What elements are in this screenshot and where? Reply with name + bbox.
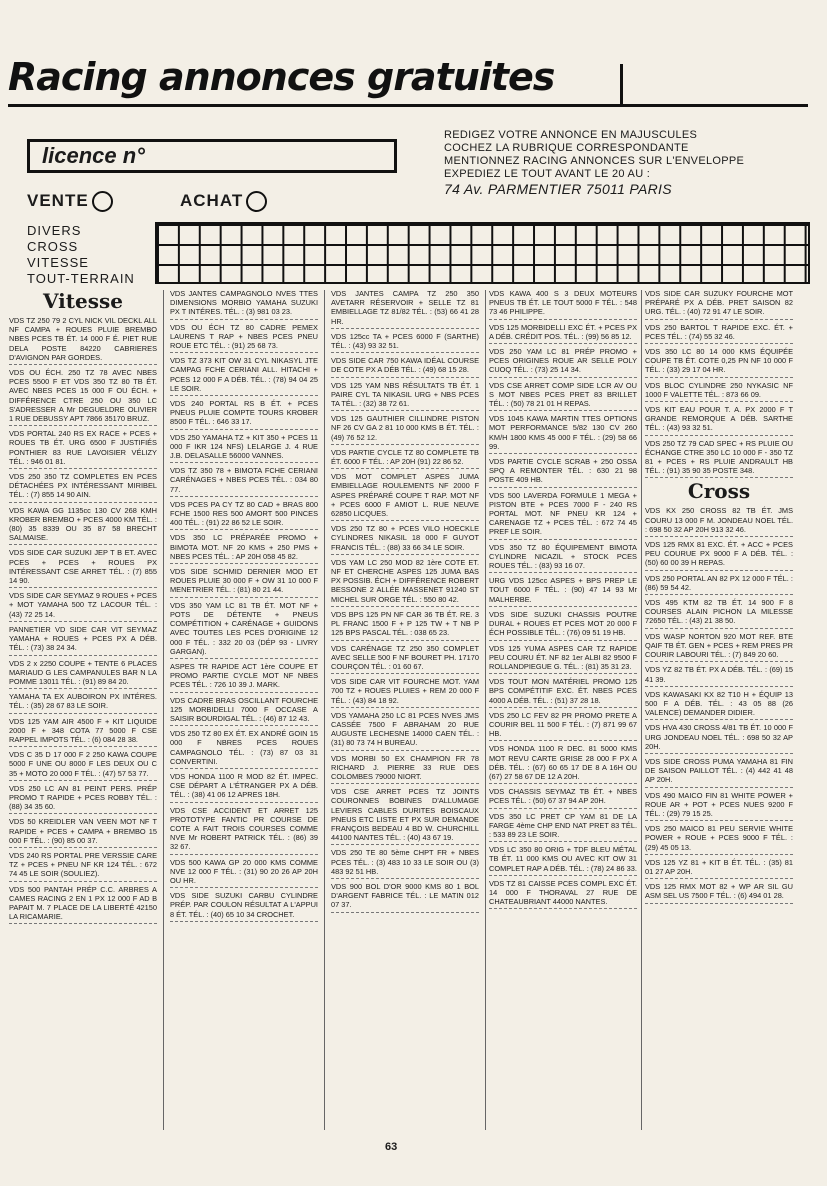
classified-ad: VDS 125 YAM AIR 4500 F + KIT LIQUIDE 2000 F + 348 COTA 77 5000 F CSE RAPPEL IMPOTS TÉL. : (6) 084 28 38.	[9, 716, 157, 748]
classified-ad: VDS 125 RMX 81 EXC. ÉT. + ACC + PCES PEU COURUE PX 9000 F A DÉB. TÉL. : (50) 60 00 39 H REPAS.	[645, 539, 793, 571]
classified-ad: VDS BPS 125 PN NF CAR 36 TB ÉT. RE. 3 PL FRANC 1500 F + P 125 TW + T NB P 125 BPS PASCAL TÉL. : 038 65 23.	[331, 609, 479, 641]
classified-ad: VDS 495 KTM 82 TB ÉT. 14 900 F 8 COURSES ALAIN PICHON LA MILESSE 72650 TÉL. : (43) 21 38 50.	[645, 597, 793, 629]
classified-ad: VDS 2 x 2250 COUPE + TENTE 6 PLACES MARIAUD G LES CAMPANULES BAR N LA POMME 13011 TÉL. : (91) 89 84 20.	[9, 658, 157, 690]
classified-ad: VDS OU ÉCH. 250 TZ 78 AVEC NBES PCES 5500 F ET VDS 350 TZ 80 TB ÉT. AVEC NBES PCES 15 000 F OU ÉCH. + DIFFÉRENCE CTRE 250 OU 350 LC S'ADRESSER A Mr DEGUELDRE OLIVIER 1 RUE DEBUSSY APT 7866 35170 BRUZ.	[9, 367, 157, 426]
classified-ad: VDS MORBI 50 EX CHAMPION FR 78 RICHARD J. PIERRE 33 RUE DES COLOMBES 79000 NIORT.	[331, 753, 479, 785]
classified-ad: VDS PORTAL 240 RS EX RACE + PCES + ROUES TB ÉT. URG 6500 F JUSTIFIÉS PONTHIER 83 RUE LAVOISIER VÉLIZY TÉL. : 946 01 81.	[9, 428, 157, 469]
classified-ad: PANNETIER VD SIDE CAR VIT SEYMAZ YAMAHA + ROUES + PCES PX A DÉB. TÉL. : (73) 38 24 34.	[9, 624, 157, 656]
classified-ad: ASPES TR RAPIDE ACT 1ère COUPE ET PROMO PARTIE CYCLE MOT NF NBES PCES TÉL. : 726 10 39 J. MARK.	[170, 661, 318, 693]
classified-ad: YAMAHA TA EX AUBOIRON PX INTÉRES. TÉL. : (35) 28 67 83 LE SOIR.	[9, 691, 157, 713]
vente-option[interactable]	[27, 191, 113, 212]
section-heading: Cross	[687, 479, 751, 504]
classified-ad: VDS 240 RS PORTAL PRE VERSSIE CARE TZ + PCES + PNEU NF KR 124 TÉL. : 672 74 45 LE SOIR (SOULIEZ).	[9, 850, 157, 882]
achat-checkbox[interactable]	[246, 191, 267, 212]
classified-ad: VDS 250 YAMAHA TZ + KIT 350 + PCES 11 000 F IKR 124 NFS) LELARGE J. 4 RUE J.B. DELASALLE 56000 VANNES.	[170, 432, 318, 464]
classified-ad: VDS 125 YUMA ASPES CAR TZ RAPIDE PEU COURU ÉT. NF 82 1er ALBI 82 9500 F ROLLANDPIEGUE G. TÉL. : (81) 35 31 23.	[489, 643, 637, 675]
category-vitesse[interactable]: VITESSE	[27, 255, 89, 270]
classified-ad: VDS JANTES CAMPAGNOLO NVES TTES DIMENSIONS MORBIO YAMAHA SUZUKI PX T INTÉRES. TÉL. : (3) 981 03 23.	[170, 288, 318, 320]
classified-ad: VDS SIDE SUZUKI CARBU CYLINDRE PRÉP. PAR COULON RÉSULTAT A L'APPUI 8 ÉT. TÉL. : (40) 65 10 34 CROCHET.	[170, 890, 318, 922]
achat-option[interactable]	[180, 191, 267, 212]
classified-ad: VDS BLOC CYLINDRE 250 NYKASIC NF 1000 F VALETTE TÉL. : 873 66 09.	[645, 380, 793, 402]
instructions	[444, 129, 804, 196]
classified-ad: VDS SIDE CAR 750 KAWA IDÉAL COURSE DE COTE PX A DÉB TÉL. : (49) 68 15 28.	[331, 355, 479, 377]
classified-ad: VDS 900 BOL D'OR 9000 KMS 80 1 BOL D'ARGENT FABRICE TÉL. : LE MATIN 012 07 37.	[331, 881, 479, 913]
classified-ad: VDS 350 TZ 80 ÉQUIPEMENT BIMOTA CYLINDRE NICAZIL + STOCK PCES ROUES TÉL. : (83) 93 16 07.	[489, 542, 637, 574]
classified-ad: VDS SIDE CAR SUZUKI JEP T B ET. AVEC PCES + PCES + ROUES PX INTÉRESSANT CSE ARRET TÉL. : (7) 855 14 90.	[9, 547, 157, 588]
classified-ad: VDS TZ 373 KIT OW 31 CYL NIKASYL JTE CAMPAG FCHE CERIANI ALL. HITACHI + PCES 12 000 F A DÉB. TÉL. : (78) 94 04 25 LE SOIR.	[170, 355, 318, 396]
classified-ad: VDS 350 LC PRÉPARÉE PROMO + BIMOTA MOT. NF 20 KMS + 250 PMS + NBES PCES TÉL. : AP 20H 058 45 82.	[170, 532, 318, 564]
category-list	[27, 223, 135, 287]
classified-ad: VDS KAWA GG 1135cc 130 CV 268 KMH KROBER BREMBO + PCES 4000 KM TÉL. : (80) 35 8339 OU 35 87 58 BRECHT SALMAISE.	[9, 505, 157, 546]
classified-ad: VDS TZ 350 78 + BIMOTA FCHE CERIANI CARÉNAGES + NBES PCES TÉL. : 034 80 77.	[170, 465, 318, 497]
category-divers[interactable]: DIVERS	[27, 223, 82, 238]
classified-ad: VDS SIDE CAR SEYMAZ 9 ROUES + PCES + MOT YAMAHA 500 TZ LACOUR TÉL. : (43) 72 25 14.	[9, 590, 157, 622]
classified-ad: VDS 125 GAUTHIER CILLINDRE PISTON NF 26 CV GA 2 81 10 000 KMS B ÉT. TÉL. : (49) 76 52 12.	[331, 413, 479, 445]
classified-ad: VDS 250 TZ 80 EX ÉT. EX ANDRÉ GOIN 15 000 F NBRES PCES ROUES CAMPAGNOLO TÉL. : (73) 87 03 31 CONVERTINI.	[170, 728, 318, 769]
classified-ad: VDS YAMAHA 250 LC 81 PCES NVES JMS CASSÉE 7500 F ABRAHAM 20 RUE AUGUSTE LECHESNE 14000 CAEN TÉL. : (31) 80 73 74 H BUREAU.	[331, 710, 479, 751]
title-rule-vertical	[620, 64, 623, 106]
classified-ad: VDS OU ÉCH TZ 80 CADRE PEMEX LAURENS T RAP + NBES PCES PNEU ROUE ETC TÉL. : (91) 25 68 73.	[170, 322, 318, 354]
classified-ad: VDS 490 MAICO FIN 81 WHITE POWER + ROUE AR + POT + PCES NUES 9200 F TÉL. : (29) 79 15 25.	[645, 790, 793, 822]
ads-column-3	[331, 288, 479, 915]
classified-ad: VDS 1045 KAWA MARTIN TTES OPTIONS MOT PERFORMANCE 5/82 130 CV 260 KM/H 1800 KMS 45 000 F TÉL. : (29) 58 66 99.	[489, 413, 637, 454]
category-cross[interactable]: CROSS	[27, 239, 79, 254]
classified-ad: VDS KX 250 CROSS 82 TB ÉT. JMS COURU 13 000 F M. JONDEAU NOEL TÉL. : 698 50 32 AP 20H 913 32 46.	[645, 505, 793, 537]
classified-ad: VDS TZ 81 CAISSE PCES COMPL EXC ÉT. 14 000 F THORAVAL 27 RUE DE CHATEAUBRIANT 44000 NANTES.	[489, 878, 637, 910]
address: 74 Av. PARMENTIER 75011 PARIS	[444, 181, 672, 197]
classified-ad: VDS CARÉNAGE TZ 250 350 COMPLET AVEC SELLE 500 F NF BOURET PH. 17170 COURÇON TÉL. : 01 60 67.	[331, 643, 479, 675]
vente-checkbox[interactable]	[92, 191, 113, 212]
classified-ad: VDS C 35 D 17 000 F 2 250 KAWA COUPE 5000 F UNE OU 8000 F LES DEUX OU C 35 + MOTO 20 000 F TÉL. : (47) 57 53 77.	[9, 749, 157, 781]
classified-ad: VDS CHASSIS SEYMAZ TB ÉT. + NBES PCES TÉL. : (50) 67 37 94 AP 20H.	[489, 786, 637, 808]
achat-label: ACHAT	[180, 191, 244, 210]
classified-ad: VDS PARTIE CYCLE SCRAB + 250 OSSA SPQ A REMONTER TÉL. : 630 21 98 POSTE 409 HB.	[489, 456, 637, 488]
classified-ad: VDS TOUT MON MATÉRIEL PROMO 125 BPS COMPÉTITIF EXC. ÉT. NBES PCES 4000 A DÉB. TÉL. : (51) 37 28 18.	[489, 676, 637, 708]
classified-ad: VDS YZ 82 TB ÉT. PX A DÉB. TÉL. : (69) 15 41 39.	[645, 664, 793, 686]
page-title: Racing annonces gratuites	[8, 55, 555, 99]
classified-ad: VDS 250 YAM LC 81 PRÉP PROMO + PCES ORIGINES ROUE AR SELLE POLY CUOQ TÉL. : (73) 25 14 34.	[489, 346, 637, 378]
classified-ad: VDS 250 LC AN 81 PEINT PERS. PRÉP PROMO T RAPIDE + PCES ROBBY TÉL. : (88) 34 35 60.	[9, 783, 157, 815]
classified-ad: VDS 125 MORBIDELLI EXC ÉT. + PCES PX A DÉB. CRÉDIT POS. TÉL. : (99) 56 85 12.	[489, 322, 637, 344]
classified-ad: VDS 250 TE 80 5ème CHPT FR + NBES PCES TÉL. : (3) 483 10 33 LE SOIR OU (3) 483 92 51 HB.	[331, 847, 479, 879]
column-divider	[485, 290, 486, 1130]
classified-ad: VDS 125cc TA + PCES 6000 F (SARTHE) TÉL. : (43) 93 32 51.	[331, 331, 479, 353]
classified-ad: VDS SIDE CROSS PUMA YAMAHA 81 FIN DE SAISON PAILLOT TÉL. : (4) 442 41 48 AP 20H.	[645, 756, 793, 788]
classified-ad: VDS 250 TZ 80 + PCES VILO HOECKLE CYLINDRES NIKASIL 18 000 F GUYOT FRANCIS TÉL. : (88) 33 66 34 LE SOIR.	[331, 523, 479, 555]
ads-column-2	[170, 288, 318, 924]
column-divider	[163, 290, 164, 1130]
classified-ad: VDS CADRE BRAS OSCILLANT FOURCHE 125 MORBIDELLI 7000 F OCCASE A SAISIR BOURDIGAL TÉL. : (46) 87 12 43.	[170, 695, 318, 727]
classified-ad: VDS HONDA 1100 R DEC. 81 5000 KMS MOT REVU CARTE GRISE 28 000 F PX A DÉB. TÉL. : (67) 60 65 17 DE 8 A 16H OU (67) 27 58 67 DE 12 A 20H.	[489, 743, 637, 784]
classified-ad: VDS PCES PA CY TZ 80 CAD + BRAS 800 FCHE 1500 RES 500 AMORT 500 PINCES 400 TÉL. : (91) 22 86 52 LE SOIR.	[170, 499, 318, 531]
instruction-line: EXPEDIEZ LE TOUT AVANT LE 20 AU :	[444, 168, 651, 180]
classified-ad: VDS HONDA 1100 R MOD 82 ÉT. IMPEC. CSE DÉPART A L'ÉTRANGER PX A DÉB. TÉL. : (38) 41 06 12 APRES 18H.	[170, 771, 318, 803]
classified-ad: VDS 500 PANTAH PRÉP C.C. ARBRES A CAMES RACING 2 EN 1 PX 12 000 F AD B PAPAIT M. 7 PLACE DE LA LIBERTÉ 42150 LA RICAMARIE.	[9, 884, 157, 925]
classified-ad: VDS WASP NORTON 920 MOT REF. BTE QAIF TB ÉT. GEN + PCES + REM PRES PR COURIR LABOURI TÉL. : (7) 849 20 60.	[645, 631, 793, 663]
classified-ad: VDS 250 BARTOL T RAPIDE EXC. ÉT. + PCES TÉL. : (74) 55 32 46.	[645, 322, 793, 344]
classified-ad: VDS 125 RMX MOT 82 + WP AR SIL GU ASM SEL US 7500 F TÉL. : (6) 494 01 28.	[645, 881, 793, 903]
ads-column-5	[645, 288, 793, 906]
classified-ad: VDS HVA 430 CROSS 4/81 TB ÉT. 10 000 F URG JONDEAU NOEL TÉL. : 698 50 32 AP 20H.	[645, 722, 793, 754]
classified-ad: VDS 500 KAWA GP 20 000 KMS COMME NVE 12 000 F TÉL. : (31) 90 20 26 AP 20H OU HR.	[170, 857, 318, 889]
classified-ad: VDS PARTIE CYCLE TZ 80 COMPLETE TB ÉT. 6000 F TÉL. : AP 20H (91) 22 86 52.	[331, 447, 479, 469]
instruction-line: COCHEZ LA RUBRIQUE CORRESPONDANTE	[444, 142, 689, 154]
classified-ad: VDS 250 LC FEV 82 PR PROMO PRETE A COURIR BEL 11 500 F TÉL. : (7) 871 99 67 HB.	[489, 710, 637, 742]
classified-ad: VDS CSE ARRET PCES TZ JOINTS COURONNES BOBINES D'ALLUMAGE LEVIERS CABLES DURITES BOISCAUX PNEUS ETC LISTE ET PX SUR DEMANDE FRANÇOIS BEDEAU 4 BD W. CHURCHILL 44100 NANTES TÉL. : (40) 43 67 19.	[331, 786, 479, 845]
classified-ad: VDS SIDE CAR VIT FOURCHE MOT. YAM 700 TZ + ROUES PLUIES + REM 20 000 F TÉL. : (43) 84 18 92.	[331, 676, 479, 708]
classified-ad: VDS 240 PORTAL RS B ÉT. + PCES PNEUS PLUIE COMPTE TOURS KROBER 8500 F TÉL. : 646 33 17.	[170, 398, 318, 430]
category-tout-terrain[interactable]: TOUT-TERRAIN	[27, 271, 135, 286]
classified-ad: VDS 350 LC PRET CP YAM 81 DE LA FARGE 4ème CHP END NAT PRET 83 TÉL. : 533 89 23 LE SOIR.	[489, 811, 637, 843]
classified-ad: VDS KIT EAU POUR T. A. PX 2000 F T GRANDE REMORQUE A DÉB. SARTHE TÉL. : (43) 93 32 51.	[645, 404, 793, 436]
instruction-line: REDIGEZ VOTRE ANNONCE EN MAJUSCULES	[444, 129, 698, 141]
column-divider	[641, 290, 642, 1130]
classified-ad: VDS 250 350 TZ COMPLETES EN PCES DÉTACHÉES PX INTÉRESSANT MIRIBEL TÉL. : (7) 855 14 90 AIN.	[9, 471, 157, 503]
classified-ad: VDS JANTES CAMPA TZ 250 350 AVETARR RÉSERVOIR + SELLE TZ 81 EMBIELLAGE TZ 81/82 TÉL. : (53) 66 41 28 HR.	[331, 288, 479, 329]
classified-ad: VDS 250 MAICO 81 PEU SERVIE WHITE POWER + ROUE + PCES 9000 F TÉL. : (29) 45 05 13.	[645, 823, 793, 855]
ad-text-grid[interactable]	[155, 222, 810, 284]
vente-label: VENTE	[27, 191, 89, 210]
classified-ad: VDS 500 LAVERDA FORMULE 1 MEGA + PISTON BTE + PCES 7000 F - 240 RS PORTAL MOT. NF PNEU KR 124 + CARENAGE TZ + PCES TÉL. : 672 74 45 PREF LE SOIR.	[489, 490, 637, 540]
classified-ad: VDS CSE ACCIDENT ET ARRET 125 PROTOTYPE FANTIC PR COURSE DE COTE A FAIT TROIS COURSES COMME NVE Mr ROBERT PATRICK TÉL. : (86) 39 32 67.	[170, 805, 318, 855]
instruction-line: MENTIONNEZ RACING ANNONCES SUR L'ENVELOPPE	[444, 155, 745, 167]
classified-ad: VDS 250 PORTAL AN 82 PX 12 000 F TÉL. : (86) 59 54 42.	[645, 573, 793, 595]
section-heading: Vitesse	[43, 289, 123, 313]
classified-ad: VDS SIDE CAR SUZUKY FOURCHE MOT PRÉPARÉ PX A DÉB. PRET SAISON 82 URG. TÉL. : (40) 72 91 47 LE SOIR.	[645, 288, 793, 320]
classified-ad: VDS MOT COMPLET ASPES JUMA EMBIELLAGE ROULEMENTS NF 2000 F ASPES PRÉPARÉ COUPE T RAP. MOT NF + PCES 6000 F AMIOT L. RUE NEUVE 62850 LICQUES.	[331, 471, 479, 521]
title-rule	[8, 104, 808, 107]
licence-field[interactable]: licence n°	[27, 139, 397, 173]
classified-ad: VDS 125 YAM NBS RÉSULTATS TB ÉT. 1 PAIRE CYL TA NIKASIL URG + NBS PCES TA TÉL. : (32) 38 72 61.	[331, 380, 479, 412]
classified-ad: VDS LC 350 80 ORIG + TDF BLEU MÉTAL TB ÉT. 11 000 KMS OU AVEC KIT OW 31 COMPLET RAP A DÉB. TÉL. : (78) 24 86 33.	[489, 844, 637, 876]
classified-ad: VDS 125 YZ 81 + KIT B ÉT. TÉL. : (35) 81 01 27 AP 20H.	[645, 857, 793, 879]
classified-ad: VDS 50 KREIDLER VAN VEEN MOT NF T RAPIDE + PCES + CAMPA + BREMBO 15 000 F TÉL. : (90) 85 00 37.	[9, 816, 157, 848]
classified-ad: VDS 350 LC 80 14 000 KMS ÉQUIPÉE COUPE TB ÉT. COTE 0,25 PN NF 10 000 F TÉL. : (33) 29 17 04 HR.	[645, 346, 793, 378]
classified-ad: VDS SIDE SUZUKI CHASSIS POUTRE DURAL + ROUES ET PCES MOT 20 000 F ÉCH POSSIBLE TÉL. : (76) 09 51 19 HB.	[489, 609, 637, 641]
classified-ad: VDS SIDE SCHMID DERNIER MOD ET ROUES PLUIE 30 000 F + OW 31 10 000 F MENETRIER TÉL. : (81) 80 21 44.	[170, 566, 318, 598]
ads-column-4	[489, 288, 637, 911]
classified-ad: VDS KAWASAKI KX 82 T10 H + ÉQUIP 13 500 F A DÉB. TÉL. : 43 05 88 (26 VALENCE) DEMANDER DIDIER.	[645, 689, 793, 721]
classified-ad: VDS CSE ARRET COMP SIDE LCR AV OU S MOT NBES PCES PRET 83 BRILLET TÉL. : (50) 78 21 01 H REPAS.	[489, 380, 637, 412]
column-divider	[324, 290, 325, 1130]
page-number: 63	[385, 1141, 398, 1153]
classified-ad: VDS TZ 250 79 2 CYL NICK VIL DECKL ALL NF CAMPA + ROUES PLUIE BREMBO NBES PCES TB ÉT. 14 000 F É. PIET RUE DELA POSTE 84220 CABRIERES D'AVIGNON PAR GORDES.	[9, 315, 157, 365]
classified-ad: VDS 250 TZ 79 CAD SPEC + RS PLUIE OU ÉCHANGE CTRE 350 LC 10 000 F - 350 TZ 81 + PCES + RS PLUIE ANDRAULT HB TÉL. : (91) 35 90 35 POSTE 348.	[645, 438, 793, 479]
classified-ad: VDS YAM LC 250 MOD 82 1ère COTE ET. NF ET CHERCHE ASPES 125 JUMA BAS PX POSSIB. ÉCH + DIFFÉRENCE ROBERT BESSONE 2 ALLÉE MASSENET 91240 ST MICHEL SUR ORGE TÉL. : 550 80 42.	[331, 557, 479, 607]
classified-ad: VDS 350 YAM LC 81 TB ÉT. MOT NF + POTS DE DÉTENTE + PNEUS COMPÉTITION + CARÉNAGE + GUIDONS AVEC TOUTES LES PCES D'ORIGINE 12 000 F TÉL. : 332 20 03 (DÉP 93 - LIVRY GARGAN).	[170, 600, 318, 659]
classified-ad: VDS KAWA 400 S 3 DEUX MOTEURS PNEUS TB ÉT. LE TOUT 5000 F TÉL. : 548 73 46 PHILIPPE.	[489, 288, 637, 320]
classified-ad: URG VDS 125cc ASPES + BPS PREP LE TOUT 6000 F TÉL. : (90) 47 14 93 Mr MALHERBE.	[489, 575, 637, 607]
ads-column-1	[9, 288, 157, 926]
